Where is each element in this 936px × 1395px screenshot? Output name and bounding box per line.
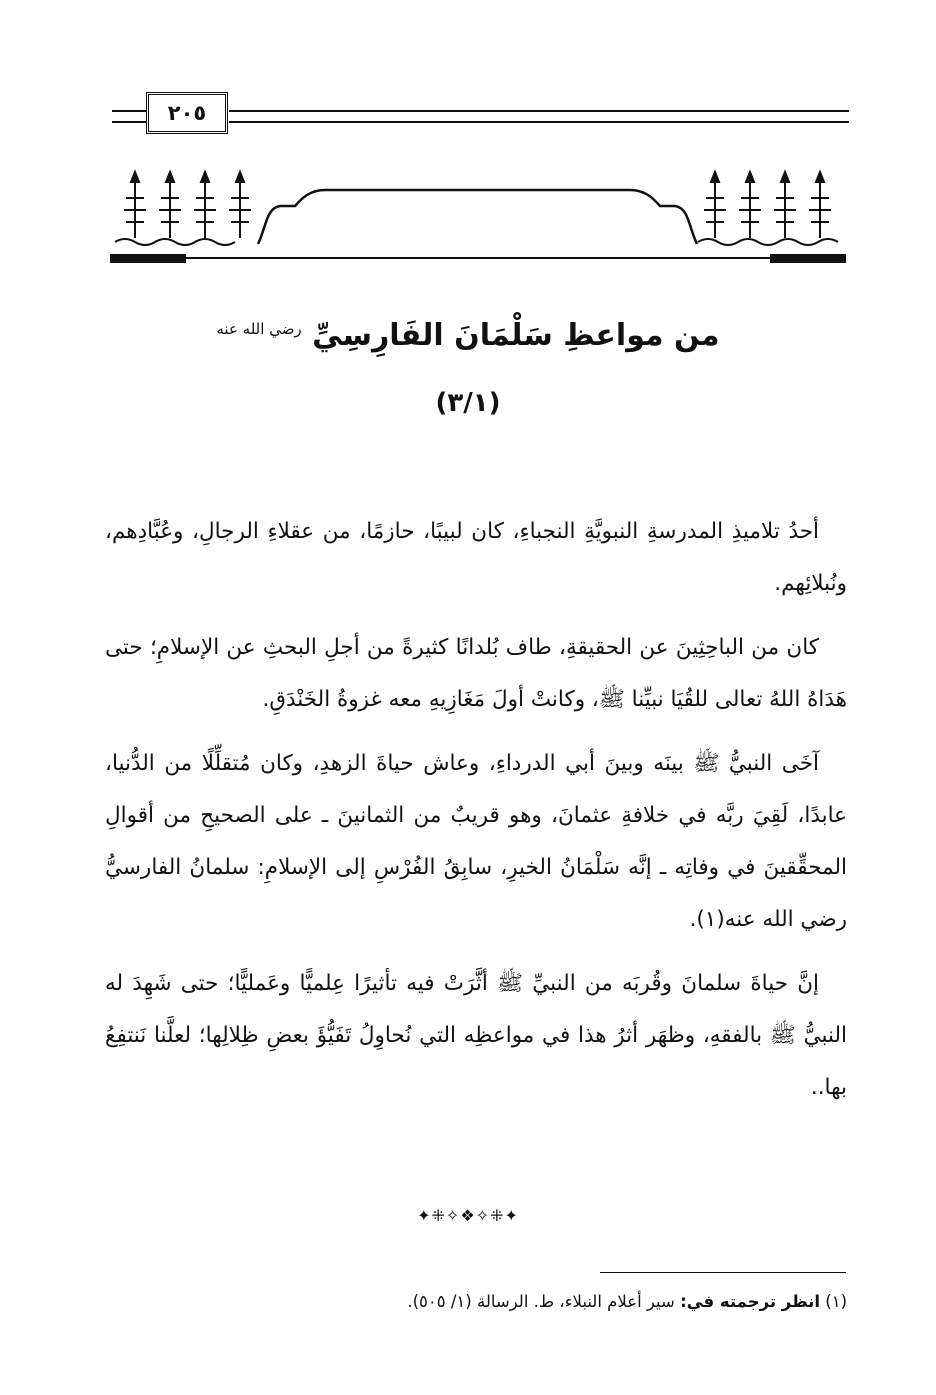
body-text — [105, 506, 847, 1126]
honorific: رضي الله عنه — [216, 320, 302, 338]
footnote-rule — [600, 1272, 846, 1273]
page-number: ٢٠٥ — [167, 101, 207, 125]
section-divider: ✦⁜✧❖✧⁜✦ — [417, 1206, 519, 1225]
paragraph-1: أحدُ تلاميذِ المدرسةِ النبويَّةِ النجباءِ، كان لبيبًا، حازمًا، من عقلاءِ الرجالِ، وعُبَّادِهم، ونُبلائِهم. — [105, 519, 847, 596]
paragraph-3: آخَى النبيُّ ﷺ بينَه وبينَ أبي الدرداءِ، وعاش حياةَ الزهدِ، وكان مُتقلِّلًا من الدُّنيا، عابدًا، لَقِيَ ربَّه في خلافةِ عثمانَ، وهو قريبٌ من الثمانينَ ـ على الصحيحِ من أقوالِ المحقِّقينَ في وفاتِه ـ إنَّه سَلْمَانُ الخيرِ، سابِقُ الفُرْسِ إلى الإسلامِ: سلمانُ الفارسيُّ رضي الله عنه(١). — [105, 751, 847, 932]
page-number-box — [146, 92, 228, 134]
ornament-band — [110, 168, 846, 268]
header-rule-left — [112, 110, 146, 123]
paragraph-2: كان من الباحِثِينَ عن الحقيقةِ، طاف بُلدانًا كثيرةً من أجلِ البحثِ عن الإسلامِ؛ حتى هَدَاهُ اللهُ تعالى للقُيَا نبيِّنا ﷺ، وكانتْ أولَ مَغَازِيهِ معه غزوةُ الخَنْدَقِ. — [105, 635, 847, 712]
footnote-marker: (١) — [825, 1292, 847, 1311]
header-rule-right — [229, 110, 849, 123]
footnote-label: انظر ترجمته في: — [680, 1292, 820, 1311]
footnote-text: سير أعلام النبلاء، ط. الرسالة (١/ ٥٠٥). — [407, 1292, 675, 1311]
part-indicator: (٣/١) — [435, 388, 501, 418]
title-text: من مواعظِ سَلْمَانَ الفَارِسِيِّ — [312, 318, 720, 353]
footnote — [105, 1292, 847, 1311]
page-title — [0, 318, 936, 353]
paragraph-4: إنَّ حياةَ سلمانَ وقُربَه من النبيِّ ﷺ أثَّرَتْ فيه تأثيرًا عِلميًّا وعَمليًّا؛ حتى شَهِدَ له النبيُّ ﷺ بالفقهِ، وظهَر أثرُ هذا في مواعظِه التي نُحاوِلُ تَفَيُّؤَ بعضِ ظِلالِها؛ لعلَّنا نَنتفِعُ بها.. — [105, 971, 847, 1100]
